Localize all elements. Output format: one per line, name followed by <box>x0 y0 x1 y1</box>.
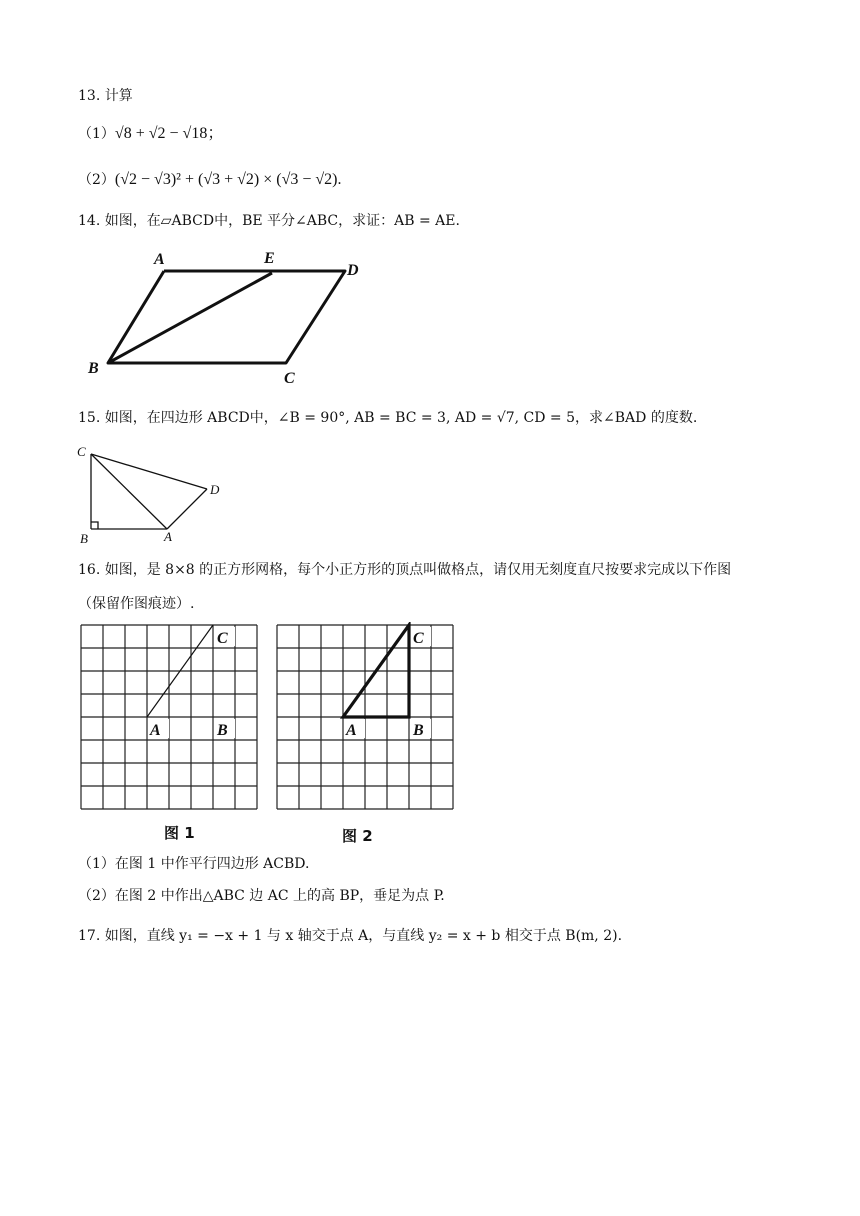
q15-text: 15. 如图，在四边形 ABCD中，∠B = 90°, AB = BC = 3, AD = √7, CD = 5，求∠BAD 的度数. <box>78 410 698 426</box>
q14-label-e: E <box>264 250 275 267</box>
q13-part1 <box>78 124 223 144</box>
q16-grid-figure-2 <box>274 622 458 814</box>
q15-label-a: A <box>164 529 172 544</box>
q16-fig1-label-a: A <box>150 722 161 739</box>
q16-fig1-label-b: B <box>217 722 228 739</box>
q16-figure-2-caption: 图 2 <box>342 827 373 845</box>
q13-title: 13. 计算 <box>78 88 133 104</box>
q14-label-a: A <box>154 251 165 268</box>
q16-fig2-label-b: B <box>413 722 424 739</box>
q16-subquestion-1: （1）在图 1 中作平行四边形 ACBD. <box>78 856 310 872</box>
q15-label-b: B <box>80 531 88 546</box>
q17-text: 17. 如图，直线 y₁ = −x + 1 与 x 轴交于点 A，与直线 y₂ = x + b 相交于点 B(m, 2). <box>78 928 623 944</box>
q15-label-c: C <box>77 444 86 459</box>
q16-subquestion-2: （2）在图 2 中作出△ABC 边 AC 上的高 BP，垂足为点 P. <box>78 888 445 904</box>
q16-grid-figure-1 <box>78 622 262 814</box>
q13-part2 <box>78 170 342 190</box>
q13-part2-expression: (√2 − √3)² + (√3 + √2) × (√3 − √2). <box>114 171 342 188</box>
q15-side-ad <box>167 489 207 529</box>
q16-fig2-label-a: A <box>346 722 357 739</box>
q16-text-line2: （保留作图痕迹）. <box>78 596 195 612</box>
q15-label-d: D <box>210 482 220 497</box>
q14-label-c: C <box>284 370 295 386</box>
q14-label-b: B <box>88 360 99 377</box>
q14-parallelogram-figure <box>80 246 370 386</box>
q15-right-angle-mark <box>91 522 98 529</box>
q13-part1-expression: √8 + √2 − √18； <box>114 125 224 142</box>
q13-part1-label: （1） <box>78 126 115 142</box>
q16-text-line1: 16. 如图，是 8×8 的正方形网格，每个小正方形的顶点叫做格点，请仅用无刻度直尺按要求完成以下作图 <box>78 562 732 578</box>
q14-parallelogram-outline <box>108 271 345 363</box>
q14-label-d: D <box>347 262 359 279</box>
q16-fig1-label-c: C <box>217 630 228 647</box>
q14-text: 14. 如图，在▱ABCD中，BE 平分∠ABC，求证：AB = AE. <box>78 213 460 229</box>
q15-quadrilateral-figure <box>74 440 234 548</box>
q13-part2-label: （2） <box>78 172 115 188</box>
q14-segment-be <box>108 273 272 363</box>
q16-figure-1-caption: 图 1 <box>164 824 195 842</box>
q16-fig2-label-c: C <box>413 630 424 647</box>
